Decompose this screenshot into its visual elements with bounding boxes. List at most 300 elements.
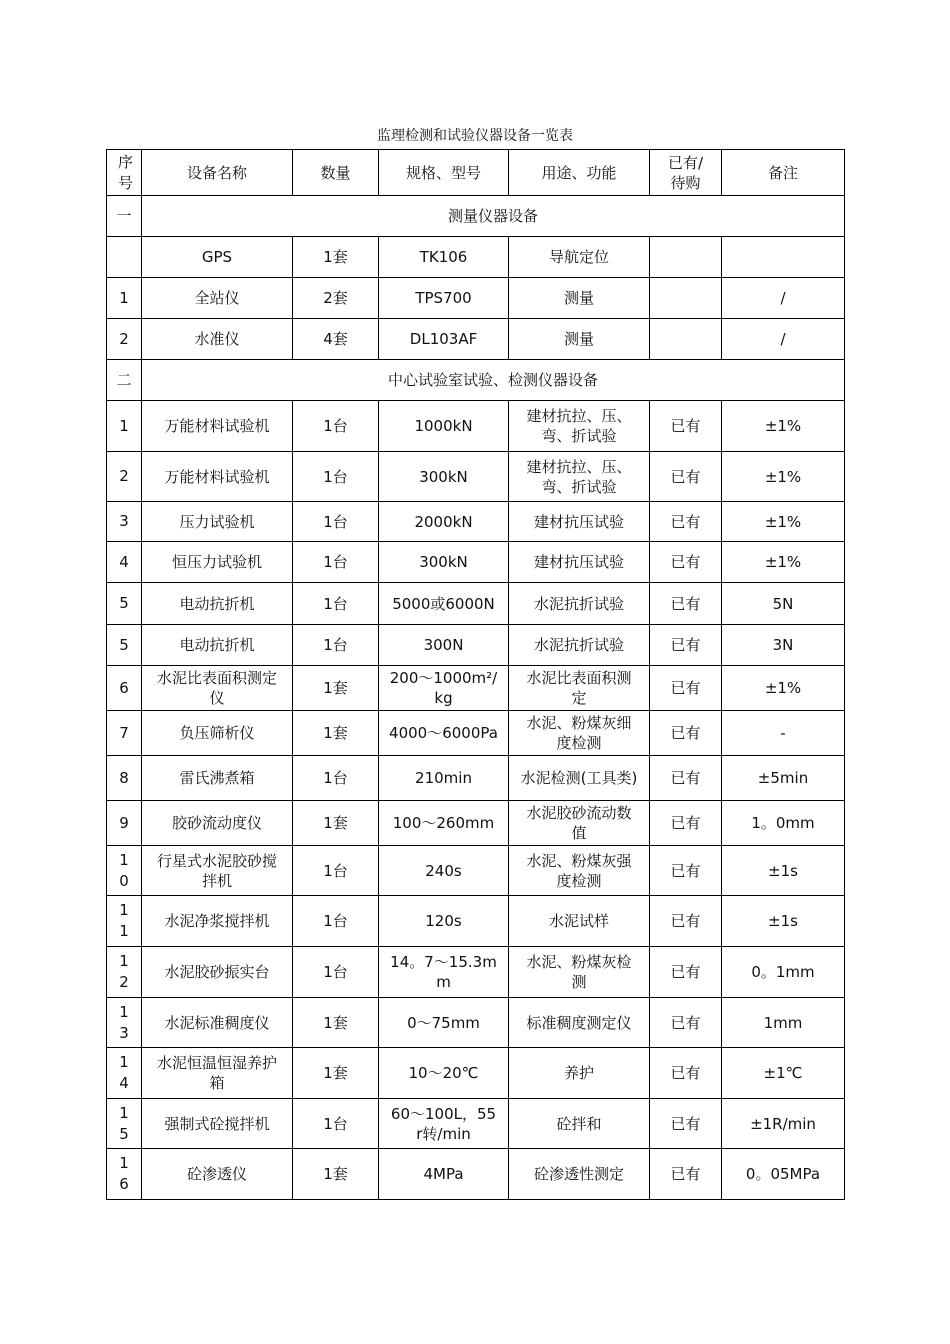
cell-status [650, 998, 722, 1048]
section-row [107, 196, 845, 237]
cell-spec-text: 14。7～15.3mm [390, 953, 497, 991]
cell-note-text: / [780, 289, 786, 307]
cell-note-text: ±1% [764, 467, 802, 486]
table-row [107, 756, 845, 801]
cell-seq-text: 7 [119, 723, 129, 742]
cell-spec [379, 278, 509, 319]
cell-name-text: 水泥恒温恒湿养护箱 [156, 1054, 277, 1092]
cell-status [650, 1048, 722, 1099]
cell-seq-text: 1 [119, 416, 129, 435]
table-row [107, 583, 845, 625]
section-title-text: 测量仪器设备 [447, 207, 538, 225]
cell-spec [379, 1149, 509, 1200]
cell-use-text: 水泥、粉煤灰检测 [526, 953, 632, 991]
table-row [107, 1099, 845, 1149]
cell-seq-text: 4 [119, 552, 129, 571]
cell-name [142, 801, 293, 846]
cell-name [142, 846, 293, 896]
cell-name-text: 强制式砼搅拌机 [164, 1114, 270, 1133]
cell-spec-text: 100～260mm [392, 814, 495, 832]
cell-spec [379, 1099, 509, 1149]
cell-spec [379, 947, 509, 998]
section-number-text: 二 [116, 371, 132, 389]
cell-use [509, 896, 650, 947]
cell-qty [293, 711, 379, 756]
cell-note-text: - [780, 724, 786, 742]
cell-status [650, 947, 722, 998]
cell-spec [379, 801, 509, 846]
cell-seq [107, 846, 142, 896]
cell-note [722, 542, 845, 583]
table-row [107, 947, 845, 998]
cell-spec [379, 401, 509, 452]
cell-note-text: 1。0mm [751, 814, 815, 832]
cell-name-text: 恒压力试验机 [171, 553, 262, 571]
cell-status-text: 已有 [670, 1165, 701, 1183]
cell-name [142, 278, 293, 319]
cell-spec-text: 300kN [419, 467, 468, 486]
cell-note [722, 947, 845, 998]
cell-use [509, 1099, 650, 1149]
cell-use-text: 建材抗拉、压、弯、折试验 [526, 457, 632, 496]
header-name [142, 150, 293, 196]
cell-spec-text: 4MPa [423, 1165, 464, 1183]
cell-note [722, 401, 845, 452]
cell-use-text: 水泥检测(工具类) [520, 769, 638, 787]
cell-note-text: ±1℃ [763, 1064, 803, 1082]
cell-status [650, 583, 722, 625]
table-row [107, 625, 845, 666]
cell-use [509, 401, 650, 452]
cell-spec-text: DL103AF [409, 330, 478, 348]
cell-status-text: 已有 [670, 594, 701, 613]
cell-note [722, 583, 845, 625]
cell-qty [293, 401, 379, 452]
cell-name [142, 947, 293, 998]
cell-note [722, 756, 845, 801]
cell-use [509, 1149, 650, 1200]
table-row [107, 666, 845, 711]
cell-note [722, 452, 845, 502]
cell-name-text: 负压筛析仪 [179, 724, 255, 742]
cell-seq-text: 11 [119, 901, 129, 940]
cell-seq [107, 319, 142, 360]
cell-use-text: 标准稠度测定仪 [526, 1013, 632, 1032]
cell-qty-text: 1套 [323, 679, 348, 697]
cell-use-text: 水泥、粉煤灰强度检测 [526, 851, 632, 890]
cell-qty [293, 542, 379, 583]
cell-note [722, 846, 845, 896]
cell-qty-text: 1台 [323, 963, 348, 981]
cell-spec-text: 120s [425, 912, 462, 930]
cell-seq [107, 896, 142, 947]
section-number [107, 360, 142, 401]
cell-note-text: 0。05MPa [745, 1165, 821, 1183]
cell-name-text: 胶砂流动度仪 [171, 814, 262, 832]
cell-note [722, 319, 845, 360]
cell-name-text: 行星式水泥胶砂搅拌机 [156, 851, 277, 890]
cell-status-text: 已有 [670, 963, 701, 981]
cell-name-text: 水准仪 [194, 330, 240, 348]
cell-qty [293, 583, 379, 625]
cell-qty-text: 1台 [323, 769, 348, 787]
cell-name [142, 401, 293, 452]
cell-seq [107, 542, 142, 583]
cell-note-text: / [780, 330, 786, 348]
cell-status [650, 896, 722, 947]
cell-seq-text: 3 [119, 512, 129, 530]
cell-spec-text: 0～75mm [407, 1013, 480, 1032]
cell-qty-text: 1台 [323, 861, 348, 880]
cell-spec-text: 240s [425, 861, 462, 880]
header-seq [107, 150, 142, 196]
cell-note-text: 1mm [763, 1013, 803, 1032]
cell-spec [379, 583, 509, 625]
cell-use [509, 583, 650, 625]
cell-seq-text: 6 [119, 678, 129, 697]
cell-name-text: 水泥标准稠度仪 [164, 1013, 270, 1032]
cell-qty [293, 625, 379, 666]
cell-name [142, 319, 293, 360]
cell-status [650, 502, 722, 542]
cell-seq-text: 14 [119, 1053, 129, 1092]
cell-spec [379, 1048, 509, 1099]
cell-status-text: 已有 [670, 417, 701, 435]
cell-use-text: 导航定位 [548, 248, 609, 266]
cell-spec [379, 998, 509, 1048]
cell-seq [107, 401, 142, 452]
cell-qty-text: 2套 [323, 289, 348, 307]
cell-qty [293, 237, 379, 278]
header-name-text: 设备名称 [186, 163, 247, 182]
cell-note-text: ±5min [757, 769, 809, 787]
cell-use [509, 801, 650, 846]
cell-spec-text: TK106 [419, 248, 468, 266]
table-row [107, 1149, 845, 1200]
cell-use [509, 947, 650, 998]
cell-use [509, 542, 650, 583]
cell-seq-text: 15 [119, 1103, 129, 1143]
cell-qty-text: 1台 [323, 553, 348, 571]
cell-seq-text: 5 [119, 594, 129, 612]
document-title: 监理检测和试验仪器设备一览表 [377, 128, 573, 144]
cell-seq [107, 237, 142, 278]
cell-qty [293, 278, 379, 319]
cell-qty [293, 947, 379, 998]
table-row [107, 542, 845, 583]
cell-note [722, 801, 845, 846]
cell-seq-text: 9 [119, 813, 129, 832]
table-row [107, 998, 845, 1048]
cell-status-text: 已有 [670, 814, 701, 832]
cell-name-text: 万能材料试验机 [164, 417, 270, 435]
cell-qty-text: 1台 [323, 417, 348, 435]
header-use-text: 用途、功能 [541, 163, 617, 182]
cell-qty-text: 1套 [323, 814, 348, 832]
cell-status [650, 1099, 722, 1149]
cell-seq [107, 756, 142, 801]
cell-use-text: 水泥、粉煤灰细度检测 [526, 714, 632, 752]
cell-note [722, 998, 845, 1048]
cell-use [509, 278, 650, 319]
cell-use-text: 水泥比表面积测定 [526, 669, 632, 707]
cell-use-text: 建材抗拉、压、弯、折试验 [526, 407, 632, 445]
cell-status [650, 846, 722, 896]
cell-status [650, 278, 722, 319]
cell-use-text: 水泥抗折试验 [533, 636, 624, 654]
cell-status-text: 已有 [670, 467, 701, 486]
cell-use-text: 水泥胶砂流动数值 [526, 804, 632, 842]
table-row [107, 1048, 845, 1099]
table-row [107, 401, 845, 452]
cell-status [650, 666, 722, 711]
cell-qty-text: 1套 [323, 1013, 348, 1032]
section-title-text: 中心试验室试验、检测仪器设备 [387, 371, 598, 389]
cell-use-text: 水泥抗折试验 [533, 594, 624, 613]
cell-note-text: 0。1mm [751, 963, 815, 981]
cell-seq [107, 278, 142, 319]
cell-spec-text: 4000～6000Pa [389, 724, 498, 742]
cell-spec [379, 237, 509, 278]
cell-status [650, 401, 722, 452]
header-use [509, 150, 650, 196]
cell-name-text: 水泥比表面积测定仪 [156, 669, 277, 707]
cell-qty [293, 319, 379, 360]
cell-seq-text: 5 [119, 635, 129, 654]
table-row [107, 452, 845, 502]
cell-note [722, 237, 845, 278]
cell-name [142, 666, 293, 711]
cell-use-text: 水泥试样 [548, 912, 609, 930]
cell-qty [293, 846, 379, 896]
cell-spec-text: 200～1000m²/kg [389, 669, 498, 707]
cell-spec [379, 666, 509, 711]
cell-status [650, 237, 722, 278]
cell-spec-text: 300kN [419, 553, 468, 571]
cell-spec-text: 60～100L，55r转/min [390, 1104, 497, 1143]
cell-name [142, 583, 293, 625]
cell-status-text: 已有 [670, 679, 701, 697]
cell-qty [293, 666, 379, 711]
cell-spec-text: TPS700 [415, 289, 472, 307]
section-number-text: 一 [116, 207, 132, 225]
header-status [650, 150, 722, 196]
table-body [107, 150, 845, 1200]
cell-seq [107, 801, 142, 846]
cell-status-text: 已有 [670, 769, 701, 787]
cell-note-text: ±1s [768, 861, 798, 880]
cell-status-text: 已有 [670, 912, 701, 930]
cell-spec [379, 542, 509, 583]
cell-note-text: ±1% [764, 512, 802, 531]
table-row [107, 846, 845, 896]
cell-spec [379, 756, 509, 801]
cell-note [722, 666, 845, 711]
cell-seq [107, 1048, 142, 1099]
cell-use [509, 237, 650, 278]
cell-spec-text: 210min [415, 769, 472, 787]
cell-qty [293, 1149, 379, 1200]
cell-name [142, 1149, 293, 1200]
table-row [107, 711, 845, 756]
header-status-text: 已有/待购 [667, 153, 704, 192]
cell-status [650, 542, 722, 583]
cell-qty-text: 1台 [323, 636, 348, 654]
cell-note [722, 1099, 845, 1149]
table-row [107, 801, 845, 846]
cell-spec [379, 319, 509, 360]
cell-qty [293, 502, 379, 542]
cell-use [509, 319, 650, 360]
cell-status-text: 已有 [670, 1013, 701, 1032]
cell-status-text: 已有 [670, 861, 701, 880]
cell-seq [107, 1099, 142, 1149]
cell-spec-text: 300N [423, 636, 464, 654]
cell-name-text: 电动抗折机 [179, 594, 255, 613]
cell-seq [107, 666, 142, 711]
cell-qty-text: 1台 [323, 1114, 348, 1133]
cell-qty-text: 1台 [323, 912, 348, 930]
header-spec [379, 150, 509, 196]
cell-use [509, 998, 650, 1048]
cell-name [142, 502, 293, 542]
cell-status-text: 已有 [670, 1064, 701, 1082]
cell-seq [107, 452, 142, 502]
cell-note [722, 625, 845, 666]
equipment-table [106, 149, 845, 1200]
cell-name [142, 711, 293, 756]
cell-status [650, 319, 722, 360]
cell-spec-text: 10～20℃ [408, 1064, 479, 1082]
cell-status-text: 已有 [670, 553, 701, 571]
cell-name [142, 542, 293, 583]
cell-spec [379, 452, 509, 502]
cell-spec-text: 5000或6000N [392, 594, 495, 613]
cell-use-text: 建材抗压试验 [533, 512, 624, 531]
cell-spec [379, 711, 509, 756]
cell-seq-text: 1 [119, 288, 129, 307]
cell-note-text: 5N [772, 594, 794, 613]
cell-use [509, 1048, 650, 1099]
cell-name [142, 896, 293, 947]
cell-seq [107, 625, 142, 666]
cell-note-text: ±1R/min [750, 1114, 816, 1133]
cell-use [509, 711, 650, 756]
cell-qty-text: 1台 [323, 467, 348, 486]
cell-name [142, 998, 293, 1048]
cell-note-text: ±1% [764, 417, 802, 435]
cell-note-text: ±1% [764, 679, 802, 697]
cell-name [142, 625, 293, 666]
cell-note [722, 711, 845, 756]
cell-note [722, 278, 845, 319]
cell-qty [293, 998, 379, 1048]
cell-use-text: 砼渗透性测定 [533, 1165, 624, 1183]
section-number [107, 196, 142, 237]
cell-status-text: 已有 [670, 724, 701, 742]
cell-name-text: 全站仪 [194, 289, 240, 307]
cell-name-text: 电动抗折机 [179, 636, 255, 654]
cell-use [509, 756, 650, 801]
cell-status [650, 756, 722, 801]
cell-status-text: 已有 [670, 1114, 701, 1133]
cell-use [509, 846, 650, 896]
cell-note-text: ±1% [764, 553, 802, 571]
cell-note [722, 1048, 845, 1099]
cell-qty-text: 1套 [323, 1165, 348, 1183]
cell-seq-text: 16 [119, 1154, 129, 1193]
cell-seq [107, 998, 142, 1048]
cell-name-text: 砼渗透仪 [186, 1165, 247, 1183]
table-row [107, 502, 845, 542]
cell-name [142, 756, 293, 801]
cell-spec [379, 846, 509, 896]
cell-status [650, 711, 722, 756]
cell-qty-text: 4套 [323, 330, 348, 348]
cell-qty [293, 801, 379, 846]
cell-note-text: 3N [772, 636, 794, 654]
table-row [107, 319, 845, 360]
cell-seq-text: 10 [119, 850, 129, 890]
cell-qty [293, 1048, 379, 1099]
cell-seq [107, 947, 142, 998]
cell-name [142, 1099, 293, 1149]
section-title [142, 360, 845, 401]
cell-status [650, 625, 722, 666]
cell-status [650, 452, 722, 502]
cell-spec [379, 896, 509, 947]
cell-qty-text: 1套 [323, 724, 348, 742]
cell-qty [293, 896, 379, 947]
cell-name-text: 雷氏沸煮箱 [179, 769, 255, 787]
cell-seq [107, 711, 142, 756]
section-row [107, 360, 845, 401]
cell-status-text: 已有 [670, 512, 701, 531]
cell-name [142, 237, 293, 278]
cell-use [509, 502, 650, 542]
cell-use [509, 625, 650, 666]
cell-spec [379, 502, 509, 542]
header-note [722, 150, 845, 196]
cell-qty [293, 452, 379, 502]
cell-use-text: 测量 [563, 330, 594, 348]
header-seq-text: 序号 [118, 152, 134, 192]
cell-name-text: 水泥净浆搅拌机 [164, 912, 270, 930]
cell-status [650, 801, 722, 846]
cell-name [142, 1048, 293, 1099]
section-title [142, 196, 845, 237]
cell-use-text: 测量 [563, 289, 594, 307]
cell-seq-text: 2 [119, 467, 129, 485]
cell-seq-text: 8 [119, 768, 129, 787]
cell-note [722, 896, 845, 947]
cell-note [722, 502, 845, 542]
cell-seq [107, 583, 142, 625]
cell-note-text: ±1s [768, 912, 798, 930]
cell-status-text: 已有 [670, 636, 701, 654]
cell-use [509, 666, 650, 711]
cell-seq [107, 502, 142, 542]
cell-qty [293, 1099, 379, 1149]
table-row [107, 896, 845, 947]
cell-qty-text: 1台 [323, 512, 348, 531]
cell-seq-text: 12 [119, 952, 129, 991]
cell-spec-text: 1000kN [414, 417, 473, 435]
cell-use-text: 砼拌和 [556, 1114, 602, 1133]
cell-use-text: 建材抗压试验 [533, 553, 624, 571]
cell-name-text: 万能材料试验机 [164, 467, 270, 486]
cell-name-text: 压力试验机 [179, 512, 255, 531]
